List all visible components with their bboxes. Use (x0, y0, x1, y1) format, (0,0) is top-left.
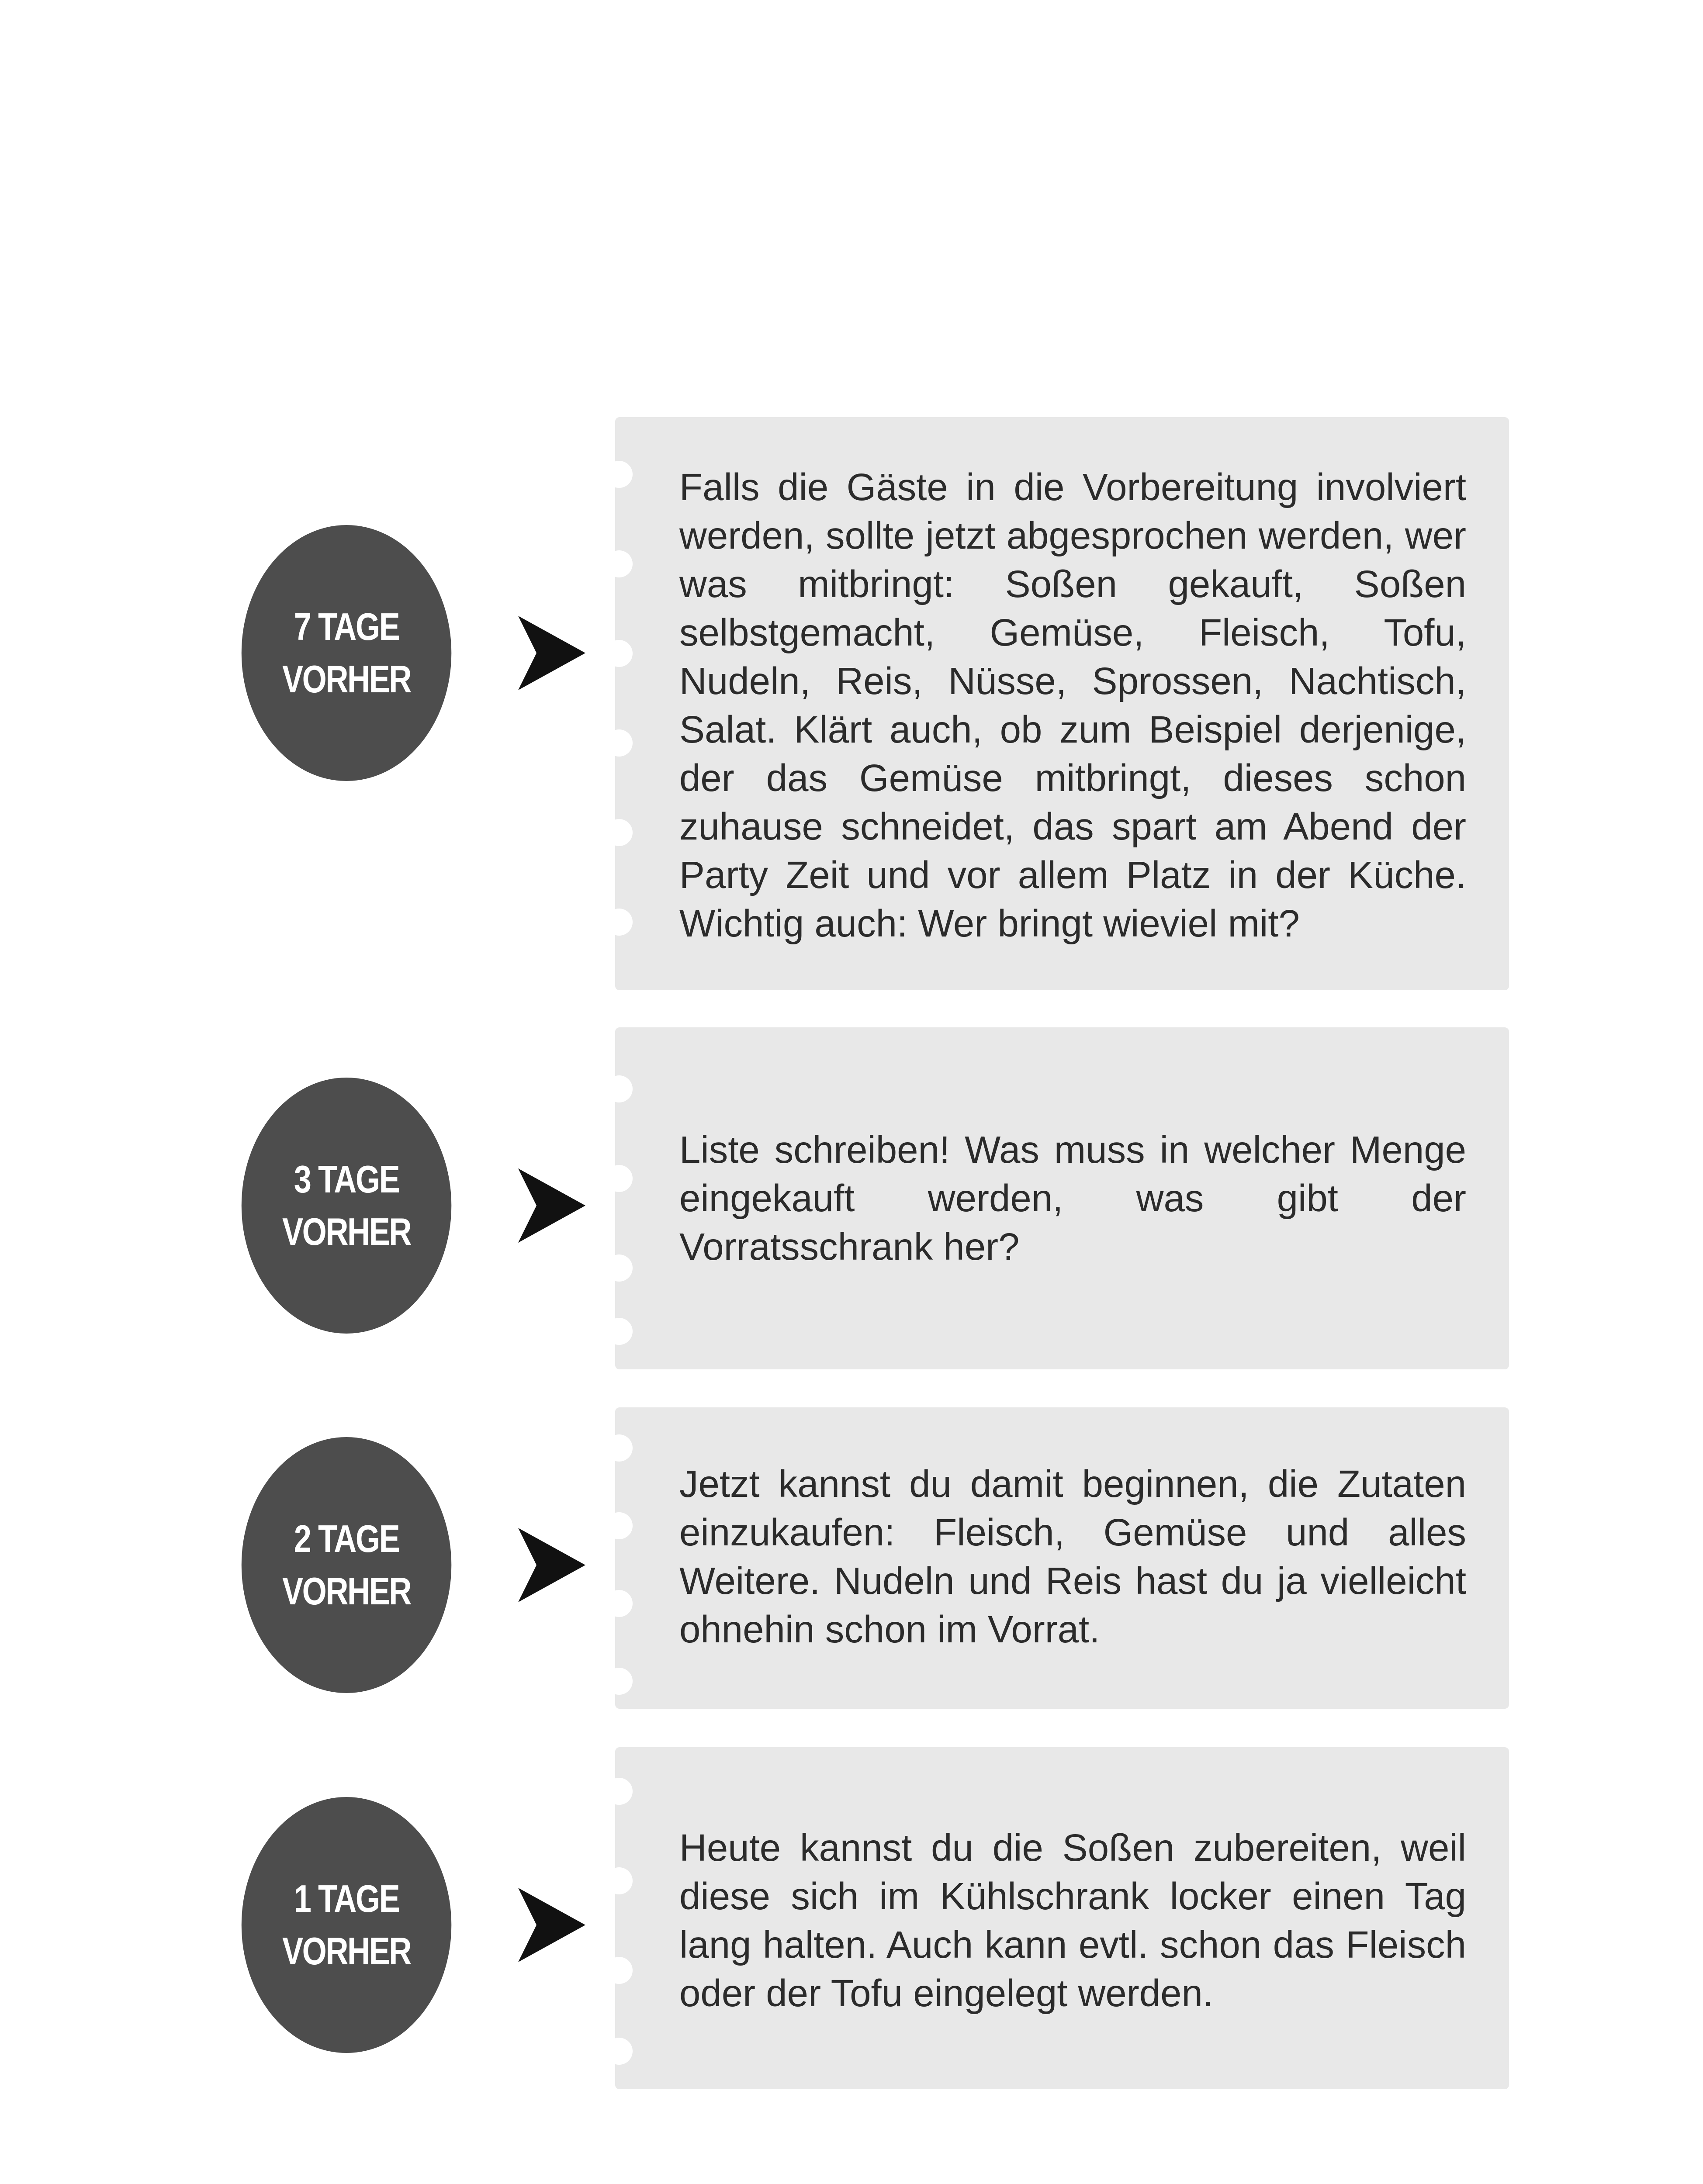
badge-label-before: VORHER (282, 1569, 411, 1613)
card-text: Liste schreiben! Was muss in welcher Menge eingekauft werden, was gibt der Vorratsschrank her? (679, 1129, 1466, 1268)
badge-label-days: 2 TAGE (294, 1517, 399, 1560)
badge-label-before: VORHER (282, 1929, 411, 1973)
punch-hole (606, 1075, 633, 1102)
punch-hole (606, 1512, 633, 1539)
badge-label-days: 3 TAGE (294, 1158, 399, 1201)
punch-hole (606, 1668, 633, 1695)
punch-hole (606, 1957, 633, 1984)
arrow-right-icon (493, 1528, 585, 1602)
badge-label-before: VORHER (282, 1210, 411, 1253)
punch-hole (606, 1254, 633, 1282)
badge-label-days: 1 TAGE (294, 1877, 399, 1920)
day-badge (242, 1797, 452, 2053)
punch-hole (606, 1590, 633, 1617)
arrow-right-icon (493, 1888, 585, 1962)
badge-label-before: VORHER (282, 657, 411, 701)
punch-hole (606, 1434, 633, 1462)
punch-hole (606, 461, 633, 488)
arrow-right-icon (493, 616, 585, 690)
punch-hole (606, 729, 633, 757)
day-badge (242, 525, 452, 781)
info-card (615, 1747, 1509, 2089)
punch-hole (606, 1778, 633, 1805)
card-text: Falls die Gäste in die Vorbereitung involviert werden, sollte jetzt abgesprochen werden, wer was mitbringt: Soßen gekauft, Soßen selbstgemacht, Gemüse, Fleisch, Tofu, Nudeln, Reis, Nüsse, Sprossen, Nachtisch, Salat. Klärt auch, ob zum Beispiel derjenige, der das Gemüse mitbringt, dieses schon zuhause schneidet, das spart am Abend der Party Zeit und vor allem Platz in der Küche. Wichtig auch: Wer bringt wieviel mit? (679, 466, 1466, 945)
card-text: Jetzt kannst du damit beginnen, die Zutaten einzukaufen: Fleisch, Gemüse und alles Weitere. Nudeln und Reis hast du ja vielleicht ohnehin schon im Vorrat. (679, 1463, 1466, 1651)
arrow-right-icon (493, 1168, 585, 1243)
badge-label-days: 7 TAGE (294, 605, 399, 648)
punch-hole (606, 550, 633, 577)
info-card (615, 1407, 1509, 1709)
punch-hole (606, 1165, 633, 1192)
card-text: Heute kannst du die Soßen zubereiten, weil diese sich im Kühlschrank locker einen Tag lang halten. Auch kann evtl. schon das Fleisch oder der Tofu eingelegt werden. (679, 1827, 1466, 2015)
punch-hole (606, 640, 633, 667)
punch-hole (606, 2038, 633, 2065)
punch-hole (606, 1318, 633, 1345)
info-card (615, 417, 1509, 990)
info-card (615, 1027, 1509, 1369)
punch-hole (606, 1867, 633, 1894)
punch-hole (606, 909, 633, 936)
day-badge (242, 1078, 452, 1334)
punch-hole (606, 819, 633, 846)
day-badge (242, 1437, 452, 1693)
